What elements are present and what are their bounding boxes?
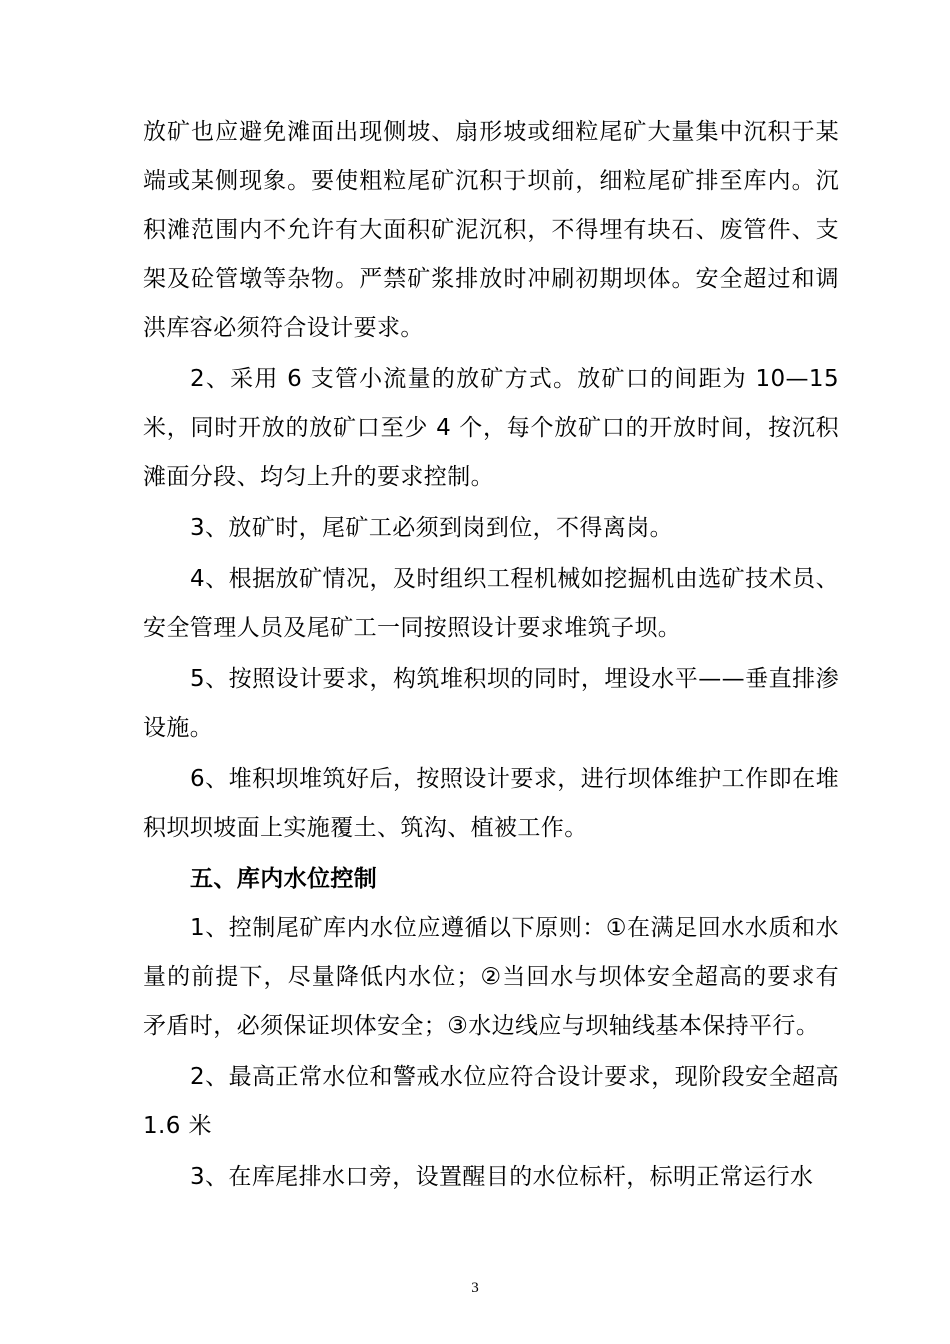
paragraph-water-item-2: 2、最高正常水位和警戒水位应符合设计要求，现阶段安全超高 1.6 米 bbox=[143, 1064, 839, 1139]
paragraph-item-6-maintenance: 6、堆积坝堆筑好后，按照设计要求，进行坝体维护工作即在堆积坝坝坡面上实施覆土、筑沟、植被工作。 bbox=[143, 766, 839, 841]
page-number: 3 bbox=[471, 1280, 479, 1296]
section-heading-water-level: 五、库内水位控制 bbox=[190, 866, 378, 892]
paragraph-tailings-discharge: 放矿也应避免滩面出现侧坡、扇形坡或细粒尾矿大量集中沉积于某端或某侧现象。要使粗粒尾矿沉积于坝前，细粒尾矿排至库内。沉积滩范围内不允许有大面积矿泥沉积，不得埋有块石、废管件、支架及砼管墩等杂物。严禁矿浆排放时冲刷初期坝体。安全超过和调洪库容必须符合设计要求。 bbox=[143, 119, 839, 341]
paragraph-item-4-sub-dam: 4、根据放矿情况，及时组织工程机械如挖掘机由选矿技术员、安全管理人员及尾矿工一同按照设计要求堆筑子坝。 bbox=[143, 566, 839, 641]
paragraph-item-5-drainage: 5、按照设计要求，构筑堆积坝的同时，埋设水平——垂直排渗设施。 bbox=[143, 666, 839, 741]
paragraph-item-2-discharge-method: 2、采用 6 支管小流量的放矿方式。放矿口的间距为 10—15 米，同时开放的放矿口至少 4 个，每个放矿口的开放时间，按沉积滩面分段、均匀上升的要求控制。 bbox=[143, 366, 839, 490]
document-body bbox=[143, 108, 839, 1204]
paragraph-water-item-1: 1、控制尾矿库内水位应遵循以下原则：①在满足回水水质和水量的前提下，尽量降低内水位；②当回水与坝体安全超高的要求有矛盾时，必须保证坝体安全；③水边线应与坝轴线基本保持平行。 bbox=[143, 915, 839, 1039]
paragraph-water-item-3: 3、在库尾排水口旁，设置醒目的水位标杆，标明正常运行水 bbox=[190, 1164, 814, 1190]
paragraph-item-3-on-duty: 3、放矿时，尾矿工必须到岗到位，不得离岗。 bbox=[190, 515, 674, 541]
